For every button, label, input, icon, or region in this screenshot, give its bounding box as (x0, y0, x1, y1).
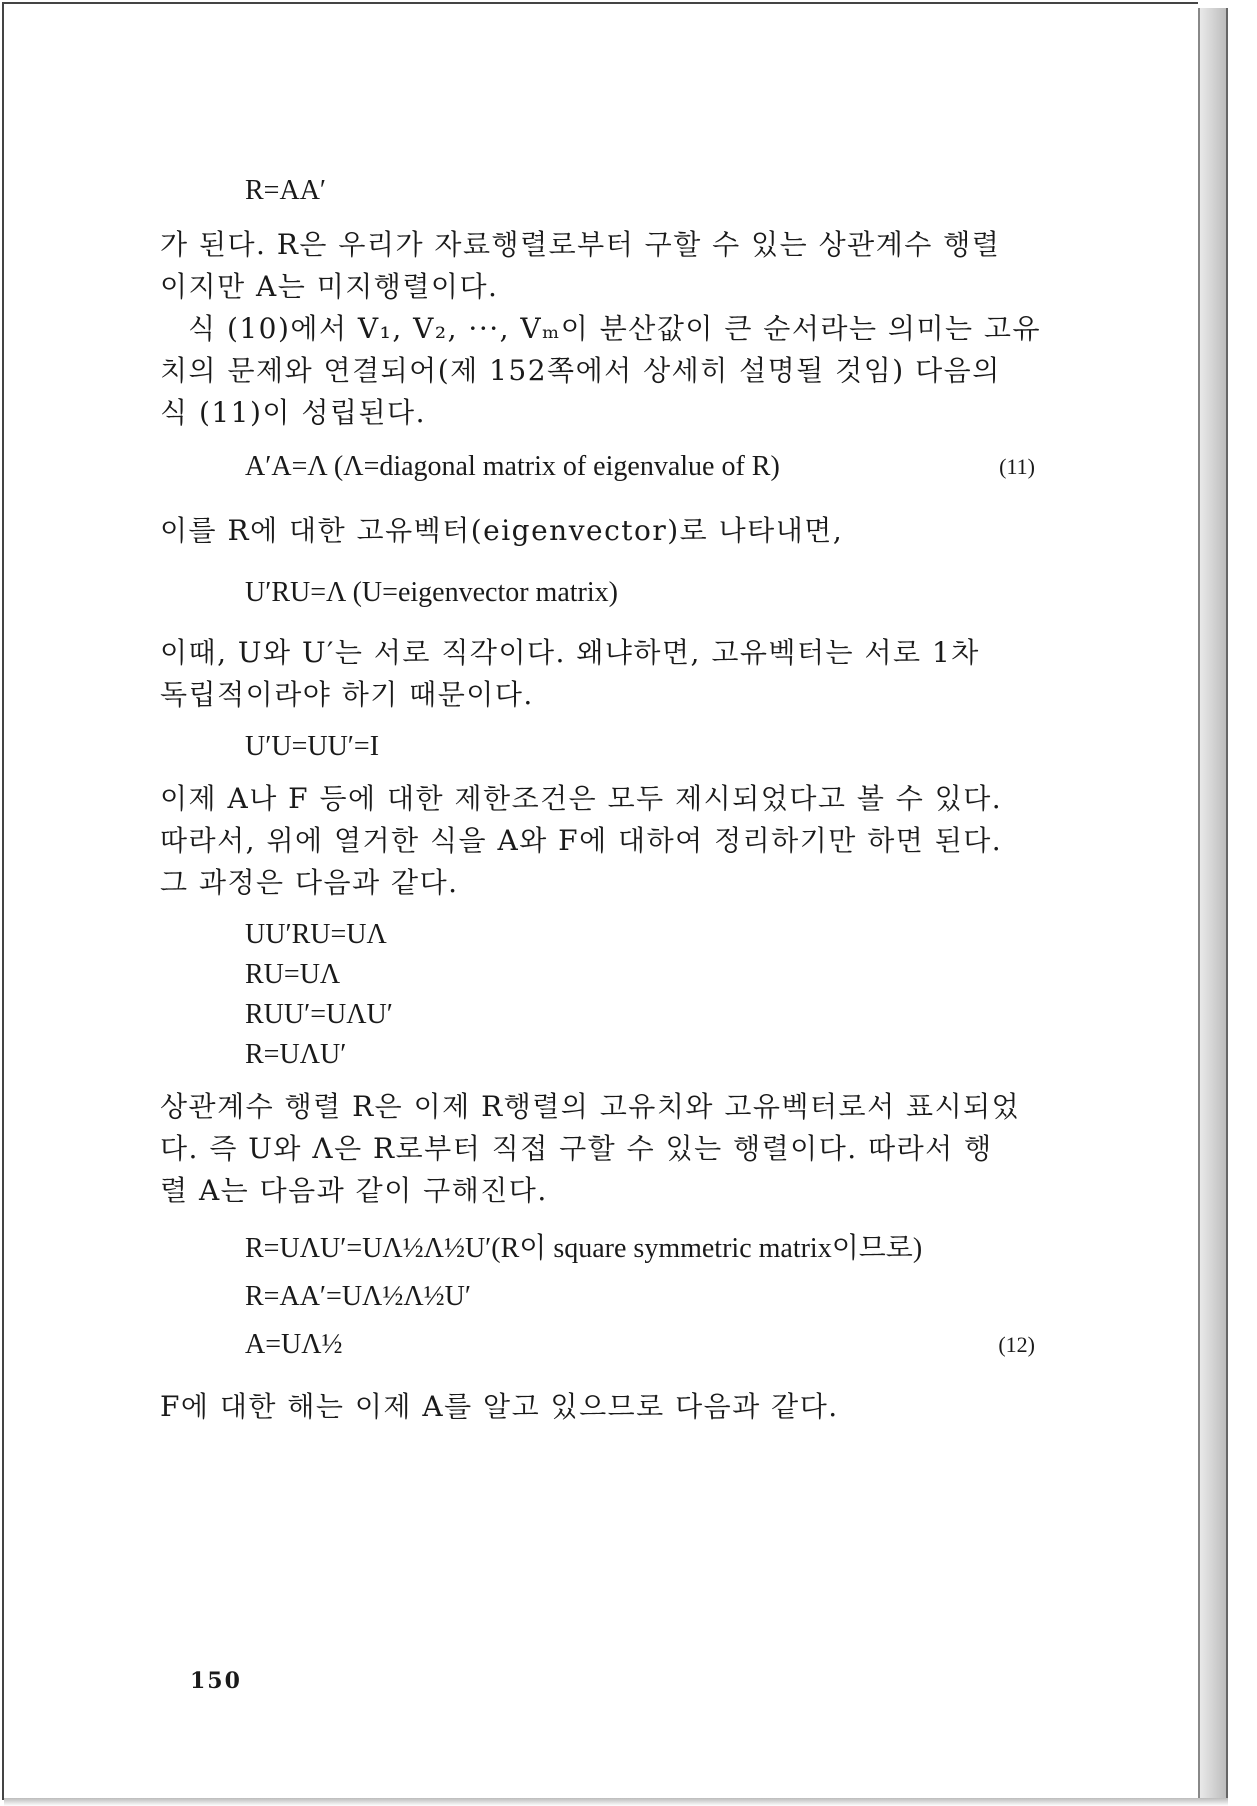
equation-12: A=UΛ½ (245, 1329, 343, 1360)
paragraph-line: 그 과정은 다음과 같다. (160, 866, 459, 899)
paragraph-line: 식 (10)에서 V₁, V₂, ···, Vₘ이 분산값이 큰 순서라는 의미는 고유 (188, 312, 1042, 345)
paragraph-line: 독립적이라야 하기 때문이다. (160, 678, 534, 711)
paragraph-line: 상관계수 행렬 R은 이제 R행렬의 고유치와 고유벡터로서 표시되었 (160, 1090, 1021, 1123)
paragraph-line: 렬 A는 다음과 같이 구해진다. (160, 1174, 548, 1207)
equation-orthogonal: U′U=UU′=I (245, 731, 380, 762)
paragraph-line: 식 (11)이 성립된다. (160, 396, 426, 429)
paragraph-line: 이지만 A는 미지행렬이다. (160, 270, 499, 303)
page-shadow (4, 1798, 1228, 1806)
equation-step-2: RU=UΛ (245, 959, 341, 990)
paragraph-line: 가 된다. R은 우리가 자료행렬로부터 구할 수 있는 상관계수 행렬 (160, 228, 1001, 261)
equation-number-12: (12) (998, 1332, 1035, 1357)
paragraph-line: F에 대한 해는 이제 A를 알고 있으므로 다음과 같다. (160, 1390, 839, 1423)
equation-11: A′A=Λ (Λ=diagonal matrix of eigenvalue of R) (245, 451, 780, 482)
paragraph-line: 이를 R에 대한 고유벡터(eigenvector)로 나타내면, (160, 514, 844, 547)
equation-step-4: R=UΛU′ (245, 1039, 347, 1070)
equation-step-1: UU′RU=UΛ (245, 919, 387, 950)
paragraph-line: 이때, U와 U′는 서로 직각이다. 왜냐하면, 고유벡터는 서로 1차 (160, 636, 980, 669)
equation-eigenvector: U′RU=Λ (U=eigenvector matrix) (245, 577, 618, 608)
equation-decomposition-2: R=AA′=UΛ½Λ½U′ (245, 1281, 471, 1312)
paragraph-line: 이제 A나 F 등에 대한 제한조건은 모두 제시되었다고 볼 수 있다. (160, 782, 1003, 815)
equation-number-11: (11) (999, 454, 1035, 479)
page-number: 150 (190, 1668, 242, 1694)
equation-step-3: RUU′=UΛU′ (245, 999, 393, 1030)
paragraph-line: 따라서, 위에 열거한 식을 A와 F에 대하여 정리하기만 하면 된다. (160, 824, 1003, 857)
page-stack-edge (1198, 8, 1228, 1798)
paragraph-line: 치의 문제와 연결되어(제 152쪽에서 상세히 설명될 것임) 다음의 (160, 354, 1001, 387)
equation-decomposition-1: R=UΛU′=UΛ½Λ½U′(R이 square symmetric matrix이므로) (245, 1233, 923, 1264)
paragraph-line: 다. 즉 U와 Λ은 R로부터 직접 구할 수 있는 행렬이다. 따라서 행 (160, 1132, 993, 1165)
equation-r-aa: R=AA′ (245, 175, 327, 206)
